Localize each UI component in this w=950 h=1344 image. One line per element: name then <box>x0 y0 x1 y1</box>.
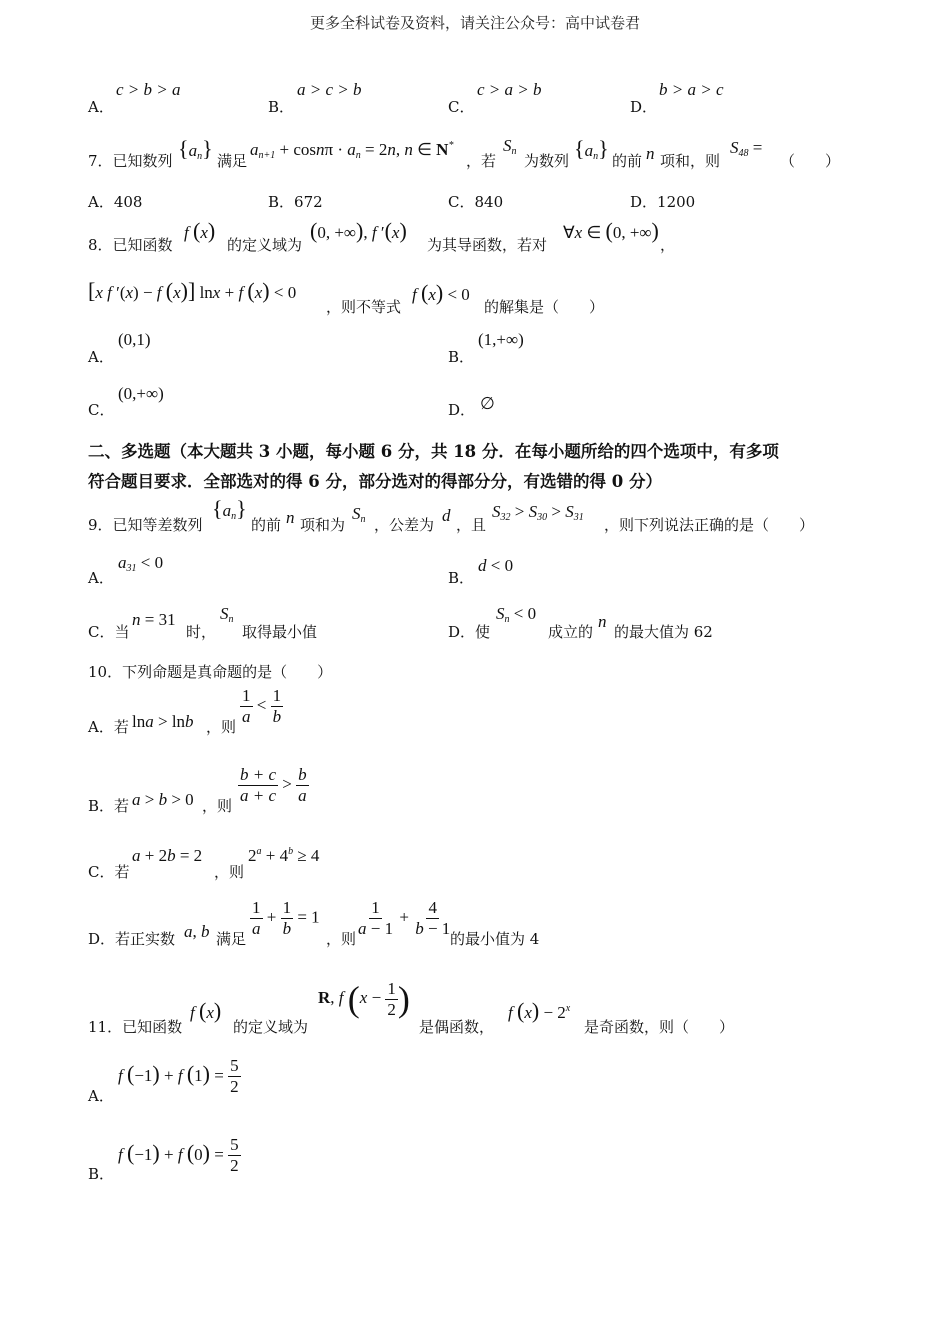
section-2-line-1: 二、多选题（本大题共 3 小题，每小题 6 分，共 18 分．在每小题所给的四个选项中，有多项 <box>88 442 779 461</box>
q10-option-b-then: ，则 <box>202 797 233 815</box>
q9-option-a-expr: $a_{31} < 0$ <box>118 553 164 574</box>
section-2-line-2: 符合题目要求．全部选对的得 6 分，部分选对的得部分分，有选错的得 0 分） <box>88 472 662 491</box>
q10-option-a-cond: lna > lnb <box>132 712 194 731</box>
q6-option-c-expr: c > a > b <box>477 80 542 99</box>
q9-option-b-label: B． <box>448 569 475 587</box>
q10-option-b-label: B．若 <box>88 797 130 815</box>
q11-odd-function: f $(x) - 2^x$ <box>508 998 571 1023</box>
q9-option-c-expr: n = 31 <box>132 610 176 629</box>
q9-option-c-label: C．当 <box>88 623 130 641</box>
q11-stem-1: 11．已知函数 <box>88 1018 183 1036</box>
q6-option-a-expr: c > b > a <box>116 80 181 99</box>
q8-option-c-expr: (0,+∞) <box>118 384 164 403</box>
q9-stem-6: ，则下列说法正确的是（ ） <box>604 516 815 534</box>
q10-option-d-text-1: 满足 <box>216 930 247 948</box>
q7-s48: $S_{48}$ = <box>730 138 763 159</box>
q10-option-c-cond: a + 2b = 2 <box>132 846 203 865</box>
q8-forall: ∀x ∈ (0, +∞) <box>563 218 659 243</box>
q8-domain: (0, +∞), f ′(x) <box>310 218 407 243</box>
q9-d: d <box>442 506 451 525</box>
q9-seq-an: $\{a_n\}$ <box>212 496 247 522</box>
q8-stem-1: 8．已知函数 <box>88 236 173 254</box>
q10-option-d-vars: a, b <box>184 922 210 941</box>
q9-n: n <box>286 508 295 527</box>
q7-stem-2: 满足 <box>217 152 248 170</box>
q6-option-b-label: B． <box>268 98 295 116</box>
q8-option-d-label: D． <box>448 401 476 419</box>
q10-option-a-label: A．若 <box>88 718 129 736</box>
q7-stem-3: ，若 <box>466 152 497 170</box>
q7-seq-an-2: $\{a_n\}$ <box>574 136 609 162</box>
q10-option-a-result: $\frac{1}{a}$ < $\frac{1}{b}$ <box>242 686 282 726</box>
q11-even-function: R, f (x − $\frac{1}{2}$ ) <box>318 978 410 1019</box>
q9-stem-2: 的前 <box>251 516 282 534</box>
q8-stem-4: ， <box>660 236 676 254</box>
q10-option-c-result: $2^a + 4^b \ge 4$ <box>248 846 320 865</box>
q11-stem-2: 的定义域为 <box>233 1018 309 1036</box>
q8-fx-lt0: f (x) < 0 <box>412 280 470 305</box>
q9-stem-1: 9．已知等差数列 <box>88 516 203 534</box>
q6-option-b-expr: a > c > b <box>297 80 362 99</box>
q11-option-a-expr: f (−1) + f (1) = $\frac{5}{2}$ <box>118 1056 239 1096</box>
q7-option-d: D．1200 <box>630 193 696 211</box>
q9-option-d-text-1: 成立的 <box>548 623 594 641</box>
q9-stem-3: 项和为 <box>300 516 346 534</box>
q8-stem-5: ，则不等式 <box>326 298 402 316</box>
q10-option-a-then: ，则 <box>206 718 237 736</box>
q8-stem-2: 的定义域为 <box>227 236 303 254</box>
q9-option-d-expr: $S_n < 0$ <box>496 604 537 625</box>
q8-stem-6: 的解集是（ ） <box>484 298 605 316</box>
q9-option-b-expr: d < 0 <box>478 556 514 575</box>
q10-option-d-label: D．若正实数 <box>88 930 176 948</box>
q8-option-d-expr: ∅ <box>480 394 495 413</box>
q7-option-c: C．840 <box>448 193 504 211</box>
q9-option-c-text-2: 取得最小值 <box>242 623 318 641</box>
q7-option-a: A．408 <box>88 193 143 211</box>
q7-option-b: B．672 <box>268 193 323 211</box>
q9-option-a-label: A． <box>88 569 114 587</box>
q10-stem: 10．下列命题是真命题的是（ ） <box>88 663 333 681</box>
q6-option-d-label: D． <box>630 98 658 116</box>
q9-option-c-sn: $S_n$ <box>220 604 234 625</box>
q8-fx: f (x) <box>184 218 216 243</box>
q9-option-d-n: n <box>598 612 607 631</box>
q7-stem-6: 项和，则 <box>660 152 721 170</box>
q8-inequality: [x f ′(x) − f (x)] lnx + f (x) < 0 <box>88 278 297 303</box>
q9-stem-5: ，且 <box>456 516 487 534</box>
q7-n: n <box>646 144 655 163</box>
q7-paren: （ ） <box>780 152 841 170</box>
q8-option-c-label: C． <box>88 401 115 419</box>
q10-option-d-expr: $\frac{1}{a - 1}$ + $\frac{4}{b - 1}$ <box>358 898 451 938</box>
q10-option-d-text-3: 的最小值为 4 <box>450 930 540 948</box>
q10-option-c-then: ，则 <box>214 863 245 881</box>
q6-option-a-label: A． <box>88 98 114 116</box>
q8-stem-3: 为其导函数，若对 <box>427 236 548 254</box>
q9-sn: $S_n$ <box>352 504 366 525</box>
q11-stem-3: 是偶函数， <box>419 1018 495 1036</box>
q7-stem-4: 为数列 <box>524 152 570 170</box>
q11-option-b-label: B． <box>88 1165 115 1183</box>
q11-stem-4: 是奇函数，则（ ） <box>584 1018 735 1036</box>
q10-option-b-cond: a > b > 0 <box>132 790 194 809</box>
q8-option-a-label: A． <box>88 348 114 366</box>
q7-stem-1: 7．已知数列 <box>88 152 173 170</box>
q9-option-c-text-1: 时， <box>186 623 217 641</box>
q7-seq-an-1: $\{a_n\}$ <box>178 136 213 162</box>
q9-option-d-text-2: 的最大值为 62 <box>614 623 713 641</box>
page-header: 更多全科试卷及资料，请关注公众号：高中试卷君 <box>309 14 640 32</box>
q7-sn: $S_n$ <box>503 136 517 157</box>
q7-stem-5: 的前 <box>612 152 643 170</box>
q11-option-a-label: A． <box>88 1087 114 1105</box>
q8-option-a-expr: (0,1) <box>118 330 151 349</box>
q9-stem-4: ，公差为 <box>374 516 435 534</box>
q6-option-c-label: C． <box>448 98 475 116</box>
q6-option-d-expr: b > a > c <box>659 80 724 99</box>
q10-option-d-text-2: ，则 <box>326 930 357 948</box>
q10-option-b-result: $\frac{b + c}{a + c}$ > $\frac{b}{a}$ <box>240 765 307 805</box>
q7-recurrence: $a_{n+1} + \cos n\pi \cdot a_n = 2n$, n ∈ N* <box>250 140 454 161</box>
q11-option-b-expr: f (−1) + f (0) = $\frac{5}{2}$ <box>118 1135 239 1175</box>
q10-option-c-label: C．若 <box>88 863 130 881</box>
q8-option-b-expr: (1,+∞) <box>478 330 524 349</box>
q10-option-d-cond: $\frac{1}{a}$ + $\frac{1}{b}$ = 1 <box>252 898 320 938</box>
q8-option-b-label: B． <box>448 348 475 366</box>
q9-option-d-label: D．使 <box>448 623 491 641</box>
q11-fx: f (x) <box>190 998 222 1023</box>
q9-condition: $S_{32} > S_{30} > S_{31}$ <box>492 502 584 523</box>
